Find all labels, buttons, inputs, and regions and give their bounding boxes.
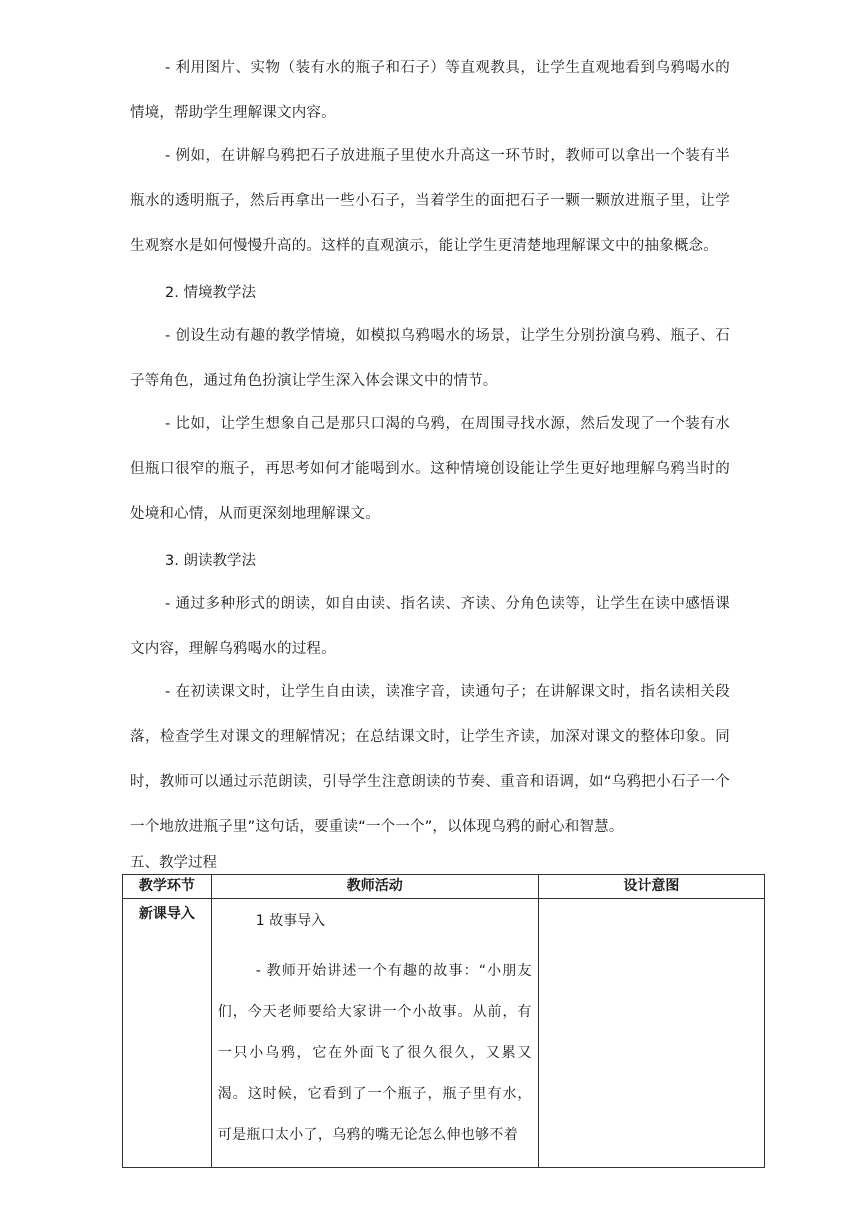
section-title-teaching-process: 五、教学过程 xyxy=(130,855,217,871)
paragraph-visual-aids: - 利用图片、实物（装有水的瓶子和石子）等直观教具，让学生直观地看到乌鸦喝水的情境，帮助学生理解课文内容。 xyxy=(130,60,730,121)
table-row xyxy=(123,899,765,1168)
cell-design-intent xyxy=(538,899,764,1168)
teaching-process-table xyxy=(122,874,765,1168)
paragraph-reading-details: - 在初读课文时，让学生自由读，读准字音，读通句子；在讲解课文时，指名读相关段落，检查学生对课文的理解情况；在总结课文时，让学生齐读，加深对课文的整体印象。同时，教师可以通过示范朗读，引导学生注意朗读的节奏、重音和语调，如“乌鸦把小石子一个一个地放进瓶子里”这句话，要重读“一个一个”，以体现乌鸦的耐心和智慧。 xyxy=(130,684,730,835)
header-teacher-activity: 教师活动 xyxy=(211,875,538,899)
paragraph-situational-example: - 比如，让学生想象自己是那只口渴的乌鸦，在周围寻找水源，然后发现了一个装有水但瓶口很窄的瓶子，再思考如何才能喝到水。这种情境创设能让学生更好地理解乌鸦当时的处境和心情，从而更深刻地理解课文。 xyxy=(130,416,730,522)
table-header-row xyxy=(123,875,765,899)
paragraph-example-demo: - 例如，在讲解乌鸦把石子放进瓶子里使水升高这一环节时，教师可以拿出一个装有半瓶水的透明瓶子，然后再拿出一些小石子，当着学生的面把石子一颗一颗放进瓶子里，让学生观察水是如何慢慢升高的。这样的直观演示，能让学生更清楚地理解课文中的抽象概念。 xyxy=(130,148,730,254)
heading-situational-method: 2. 情境教学法 xyxy=(165,285,256,301)
activity-title: 1 故事导入 xyxy=(255,913,326,929)
header-stage: 教学环节 xyxy=(123,875,212,899)
cell-teacher-activity xyxy=(211,899,538,1168)
cell-stage: 新课导入 xyxy=(123,899,212,1168)
paragraph-situational-setup: - 创设生动有趣的教学情境，如模拟乌鸦喝水的场景，让学生分别扮演乌鸦、瓶子、石子等角色，通过角色扮演让学生深入体会课文中的情节。 xyxy=(130,328,730,389)
activity-text: - 教师开始讲述一个有趣的故事：“小朋友们，今天老师要给大家讲一个小故事。从前，有一只小乌鸦，它在外面飞了很久很久，又累又渴。这时候，它看到了一个瓶子，瓶子里有水，可是瓶口太小了，乌鸦的嘴无论怎么伸也够不着 xyxy=(217,963,532,1143)
paragraph-reading-forms: - 通过多种形式的朗读，如自由读、指名读、齐读、分角色读等，让学生在读中感悟课文内容，理解乌鸦喝水的过程。 xyxy=(130,596,730,657)
header-design-intent: 设计意图 xyxy=(538,875,764,899)
heading-reading-method: 3. 朗读教学法 xyxy=(165,553,256,569)
activity-content xyxy=(212,899,538,1167)
